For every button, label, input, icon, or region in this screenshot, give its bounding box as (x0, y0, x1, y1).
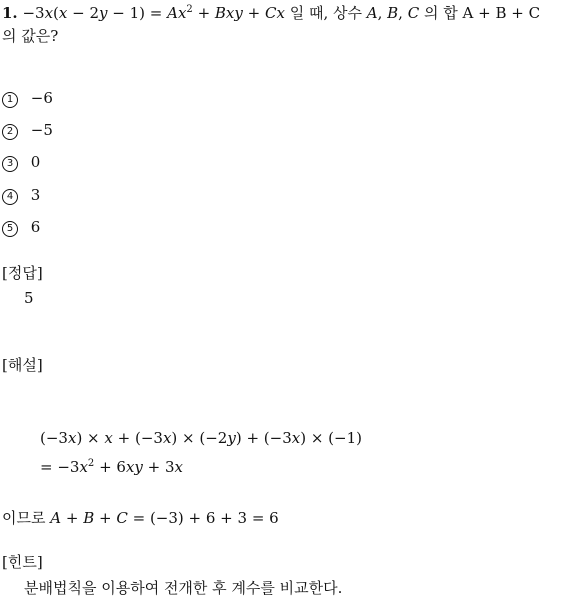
choice-value: −6 (30, 89, 53, 107)
choice-mark: 3 (2, 156, 18, 172)
question-number: 1. (2, 4, 18, 22)
choice-mark: 5 (2, 221, 18, 237)
question-line (2, 2, 540, 23)
conclusion-equation: A + B + C = (−3) + 6 + 3 = 6 (50, 509, 279, 527)
answer-value: 5 (24, 289, 34, 307)
choice-2[interactable] (2, 121, 53, 140)
explanation-step-1: (−3x) × x + (−3x) × (−2y) + (−3x) × (−1) (40, 429, 362, 447)
hint-text: 분배법칙을 이용하여 전개한 후 계수를 비교한다. (24, 579, 343, 597)
choice-3[interactable] (2, 153, 40, 172)
choice-value: 6 (30, 218, 41, 236)
choice-value: 0 (30, 153, 41, 171)
question-sum: A + B + C (462, 4, 541, 22)
choice-4[interactable] (2, 186, 40, 205)
choice-mark: 2 (2, 124, 18, 140)
question-text-b: 의 합 (423, 4, 458, 22)
explanation-label: [해설] (2, 356, 43, 374)
hint-label: [힌트] (2, 553, 43, 571)
choice-1[interactable] (2, 89, 53, 108)
question-constants: A, B, C (366, 4, 420, 22)
choice-5[interactable] (2, 218, 40, 237)
question-text-c: 의 값은? (2, 27, 59, 45)
conclusion-prefix: 이므로 (2, 509, 46, 527)
choice-value: −5 (30, 121, 53, 139)
explanation-step-2: = $-3x^2 + 6xy + 3x$ (40, 458, 184, 476)
choice-value: 3 (30, 186, 41, 204)
question-equation: $-3x(x - 2y - 1) = Ax^2$ + Bxy + Cx (22, 4, 285, 22)
choice-mark: 4 (2, 189, 18, 205)
question-text-a: 일 때, 상수 (289, 4, 367, 22)
choice-mark: 1 (2, 92, 18, 108)
explanation-conclusion (2, 507, 279, 528)
answer-label: [정답] (2, 264, 43, 282)
